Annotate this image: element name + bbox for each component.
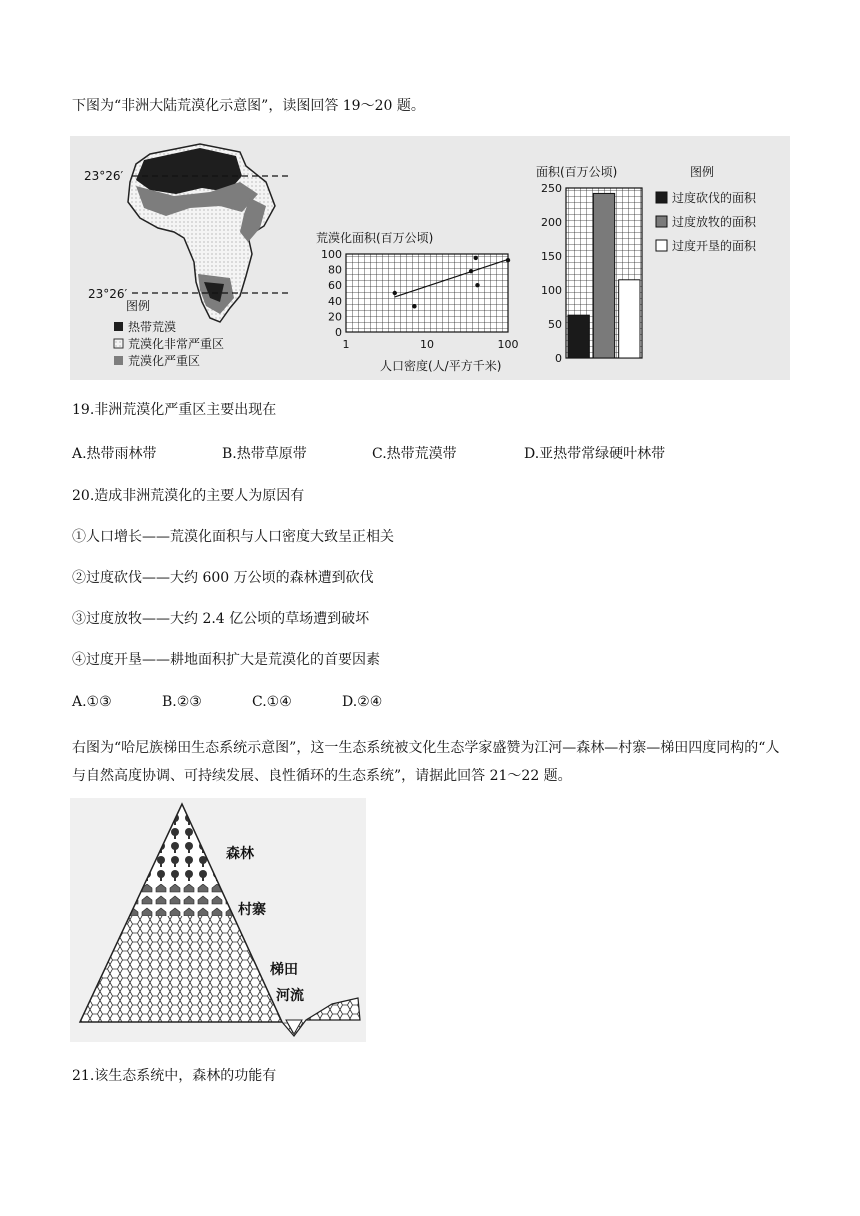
scatter-ytick-label: 100	[321, 248, 342, 261]
q20-item-2: ②过度砍伐——大约 600 万公顷的森林遭到砍伐	[72, 570, 374, 586]
scatter-xlabel: 人口密度(人/平方千米)	[380, 359, 502, 373]
africa-figure-svg	[70, 136, 790, 380]
q20-stem: 20.造成非洲荒漠化的主要人为原因有	[72, 488, 305, 504]
label-river: 河流	[276, 988, 304, 1004]
bar-chart	[536, 164, 757, 365]
intro-text-19-20: 下图为“非洲大陆荒漠化示意图”，读图回答 19～20 题。	[72, 98, 425, 114]
bar-ytick-label: 250	[541, 182, 562, 195]
bar-ytick-label: 0	[555, 352, 562, 365]
scatter-chart	[316, 230, 519, 373]
terrace-diagram-panel	[70, 798, 366, 1042]
village-layer	[70, 884, 310, 916]
bar-legend-swatch-3	[656, 240, 667, 251]
intro-text-21-22: 右图为“哈尼族梯田生态系统示意图”，这一生态系统被文化生态学家盛赞为江河—森林—村寨—梯田四度同构的“人与自然高度协调、可持续发展、良性循环的生态系统”，请据此回答 21～22 题。	[72, 740, 780, 784]
q20-option-a: A.①③	[72, 694, 112, 710]
scatter-xtick-label: 100	[497, 338, 519, 351]
scatter-ytick-label: 40	[328, 294, 342, 308]
q20-item-3: ③过度放牧——大约 2.4 亿公顷的草场遭到破坏	[72, 611, 370, 627]
map-legend-3: 荒漠化严重区	[128, 354, 201, 368]
bar-ytick-label: 200	[541, 216, 562, 229]
scatter-xtick-label: 1	[342, 338, 350, 351]
scatter-point	[506, 258, 510, 262]
scatter-point	[393, 291, 397, 295]
q20-item-4: ④过度开垦——耕地面积扩大是荒漠化的首要因素	[72, 652, 380, 668]
map-legend-title: 图例	[126, 299, 151, 313]
legend-swatch-very-severe	[114, 339, 123, 348]
q20-option-c: C.①④	[252, 694, 292, 710]
q21-stem: 21.该生态系统中，森林的功能有	[72, 1068, 277, 1084]
scatter-ytick-label: 80	[328, 263, 342, 277]
lat-bottom-label: 23°26′	[88, 287, 128, 301]
q20-item-1: ①人口增长——荒漠化面积与人口密度大致呈正相关	[72, 529, 394, 545]
label-village: 村寨	[238, 902, 266, 918]
bar-2	[593, 193, 614, 358]
scatter-ytick-label: 20	[328, 310, 342, 324]
africa-figure-panel	[70, 136, 790, 380]
map-legend-2: 荒漠化非常严重区	[128, 337, 225, 351]
label-forest: 森林	[226, 846, 254, 862]
q20-option-d: D.②④	[342, 694, 383, 710]
scatter-point	[475, 283, 479, 287]
bar-legend-2: 过度放牧的面积	[672, 215, 757, 229]
bar-legend-3: 过度开垦的面积	[672, 239, 757, 253]
bar-title: 面积(百万公顷)	[536, 165, 618, 179]
scatter-plot-area	[346, 254, 508, 332]
q19-option-d: D.亚热带常绿硬叶林带	[524, 446, 666, 462]
bar-legend-title: 图例	[690, 165, 715, 179]
africa-map	[84, 144, 290, 368]
bar-legend-1: 过度砍伐的面积	[672, 191, 757, 205]
scatter-point	[412, 304, 416, 308]
q19-option-b: B.热带草原带	[222, 446, 307, 462]
scatter-title: 荒漠化面积(百万公顷)	[316, 231, 434, 245]
bar-ytick-label: 150	[541, 250, 562, 263]
scatter-xtick-label: 10	[420, 338, 434, 351]
q19-option-a: A.热带雨林带	[72, 446, 157, 462]
bar-legend-swatch-2	[656, 216, 667, 227]
bar-ytick-label: 50	[548, 318, 562, 331]
terrace-mountain	[70, 798, 310, 1026]
scatter-ytick-label: 60	[328, 279, 342, 293]
forest-layer	[70, 798, 310, 884]
q19-stem: 19.非洲荒漠化严重区主要出现在	[72, 402, 277, 418]
legend-swatch-desert	[114, 322, 123, 331]
terrace-diagram-svg	[70, 798, 366, 1042]
bar-1	[568, 315, 589, 358]
label-terrace: 梯田	[270, 962, 298, 978]
q20-option-b: B.②③	[162, 694, 202, 710]
bar-ytick-label: 100	[541, 284, 562, 297]
scatter-ytick-label: 0	[335, 326, 342, 339]
lat-top-label: 23°26′	[84, 169, 124, 183]
scatter-point	[474, 256, 478, 260]
q19-option-c: C.热带荒漠带	[372, 446, 457, 462]
scatter-point	[469, 269, 473, 273]
bar-legend-swatch-1	[656, 192, 667, 203]
map-legend-1: 热带荒漠	[128, 320, 177, 334]
bar-3	[619, 280, 640, 358]
legend-swatch-severe	[114, 356, 123, 365]
